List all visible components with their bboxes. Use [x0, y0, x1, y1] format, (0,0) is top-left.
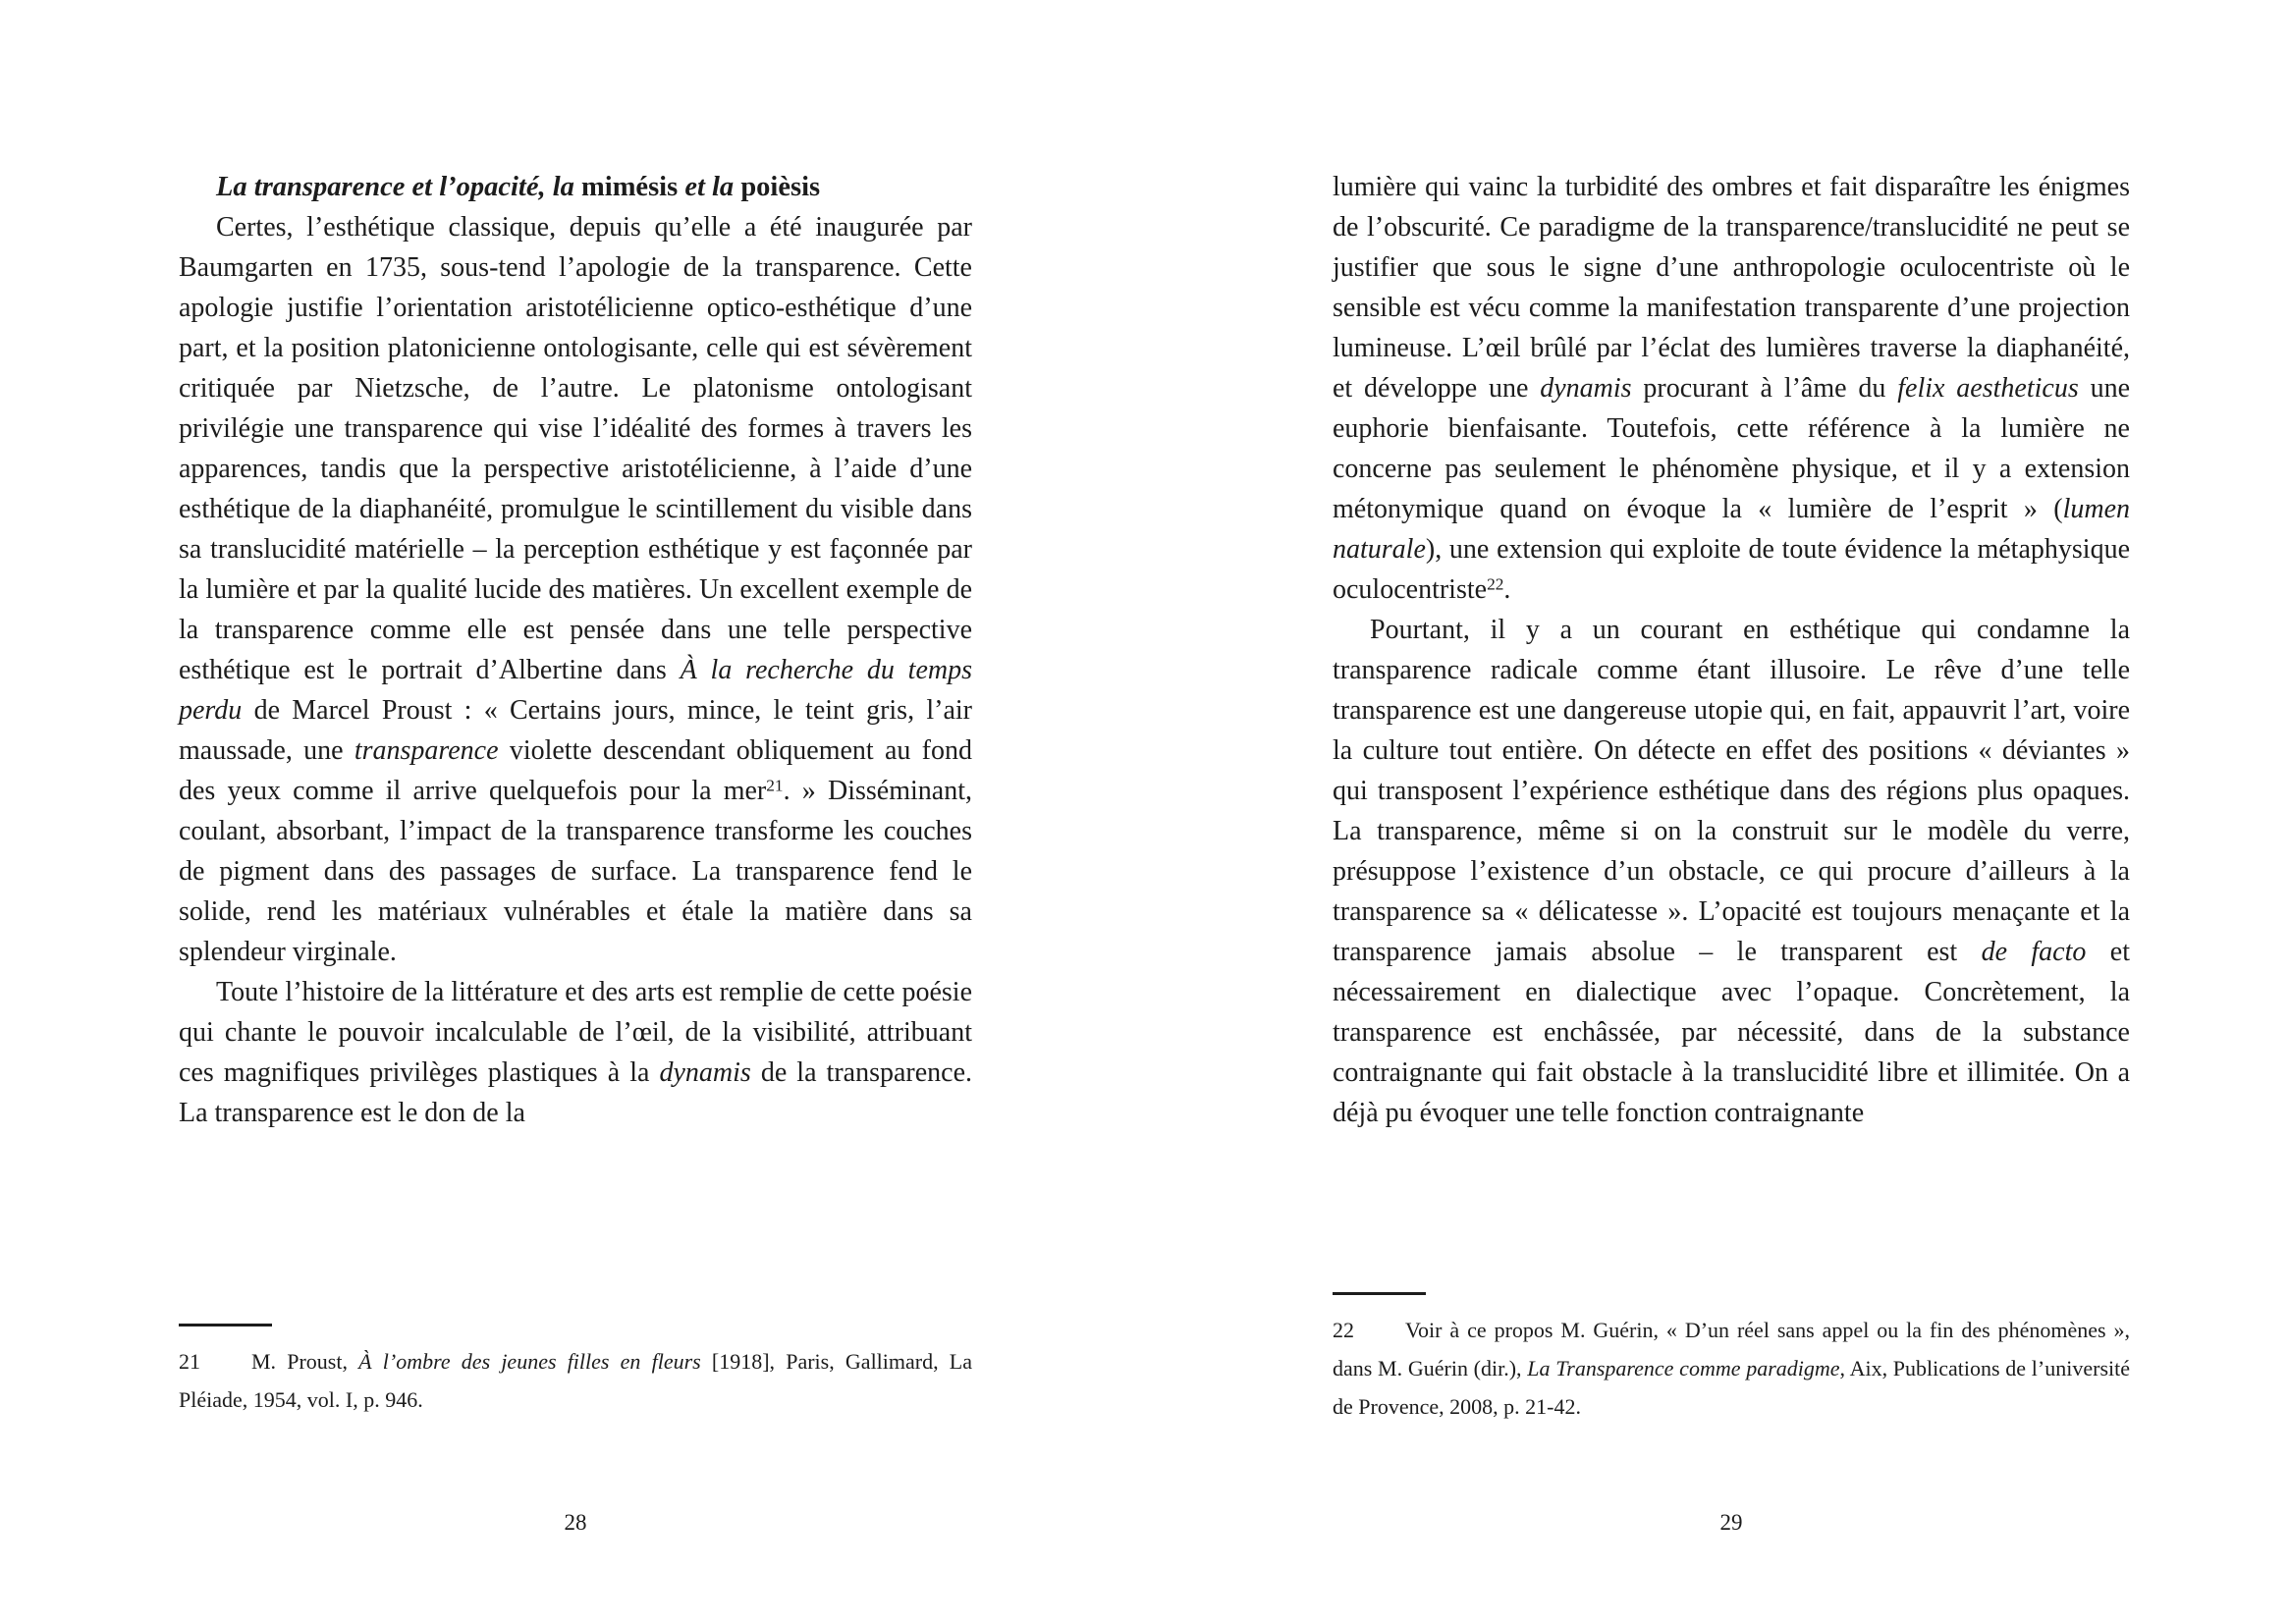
footnote-number: 22 [1333, 1318, 1354, 1342]
paragraph: lumière qui vainc la turbidité des ombres et fait disparaître les énigmes de l’obscurité. Ce paradigme de la transparence/translucidité ne peut se justifier que sous le signe d’une anthropologie oculocentriste où le sensible est vécu comme la manifestation transparente d’une projection lumineuse. L’œil brûlé par l’éclat des lumières traverse la diaphanéité, et développe une dynamis procurant à l’âme du felix aestheticus une euphorie bienfaisante. Toutefois, cette référence à la lumière ne concerne pas seulement le phénomène physique, et il y a extension métonymique quand on évoque la « lumière de l’esprit » (lumen naturale), une extension qui exploite de toute évidence la métaphysique oculocentriste$^{22}$. [1333, 172, 2131, 605]
footnote [1333, 1292, 2130, 1426]
paragraph: Pourtant, il y a un courant en esthétique qui condamne la transparence radicale comme étant illusoire. Le rêve d’une telle transparence est une dangereuse utopie qui, en fait, appauvrit l’art, voire la culture tout entière. On détecte en effet des positions « déviantes » qui transposent l’expérience esthétique dans des régions plus opaques. La transparence, même si on la construit sur le modèle du verre, présuppose l’existence d’un obstacle, ce qui procure d’ailleurs à la transparence sa « délicatesse ». L’opacité est toujours menaçante et la transparence jamais absolue – le transparent est de facto et nécessairement en dialectique avec l’opaque. Concrètement, la transparence est enchâssée, par nécessité, dans de la substance contraignante qui fait obstacle à la translucidité libre et illimitée. On a déjà pu évoquer une telle fonction contraignante [1333, 615, 2130, 1128]
left-body-column [179, 167, 972, 1133]
footnote-text [1333, 1311, 2130, 1426]
section-heading: La transparence et l’opacité, la mimésis et la poièsis [216, 172, 821, 202]
footnote-number: 21 [179, 1349, 200, 1374]
footnote-body: Voir à ce propos M. Guérin, « D’un réel sans appel ou la fin des phénomènes », dans M. Guérin (dir.), La Transparence comme paradigme, Aix, Publications de l’université de Provence, 2008, p. 21-42. [1333, 1318, 2130, 1419]
right-body-column [1333, 167, 2130, 1133]
footnote-rule [179, 1324, 272, 1326]
paragraph: Certes, l’esthétique classique, depuis qu’elle a été inaugurée par Baumgarten en 1735, sous-tend l’apologie de la transparence. Cette apologie justifie l’orientation aristotélicienne optico-esthétique d’une part, et la position platonicienne ontologisante, celle qui est sévèrement critiquée par Nietzsche, de l’autre. Le platonisme ontologisant privilégie une transparence qui vise l’idéalité des formes à travers les apparences, tandis que la perspective aristotélicienne, à l’aide d’une esthétique de la diaphanéité, promulgue le scintillement du visible dans sa translucidité matérielle – la perception esthétique y est façonnée par la lumière et par la qualité lucide des matières. Un excellent exemple de la transparence comme elle est pensée dans une telle perspective esthétique est le portrait d’Albertine dans À la recherche du temps perdu de Marcel Proust : « Certains jours, mince, le teint gris, l’air maussade, une transparence violette descendant obliquement au fond des yeux comme il arrive quelquefois pour la mer$^{21}$. » Disséminant, coulant, absorbant, l’impact de la transparence transforme les couches de pigment dans des passages de surface. La transparence fend le solide, rend les matériaux vulnérables et étale la matière dans sa splendeur virginale. [179, 212, 972, 967]
footnote-body: M. Proust, À l’ombre des jeunes filles en fleurs [1918], Paris, Gallimard, La Pléiade, 1954, vol. I, p. 946. [179, 1349, 972, 1412]
paragraph: Toute l’histoire de la littérature et des arts est remplie de cette poésie qui chante le pouvoir incalculable de l’œil, de la visibilité, attribuant ces magnifiques privilèges plastiques à la dynamis de la transparence. La transparence est le don de la [179, 977, 972, 1128]
page-number: 29 [1719, 1510, 1743, 1535]
page-number: 28 [564, 1510, 587, 1535]
footnote-rule [1333, 1292, 1426, 1295]
footnote-text [179, 1342, 972, 1419]
footnote [179, 1324, 972, 1419]
